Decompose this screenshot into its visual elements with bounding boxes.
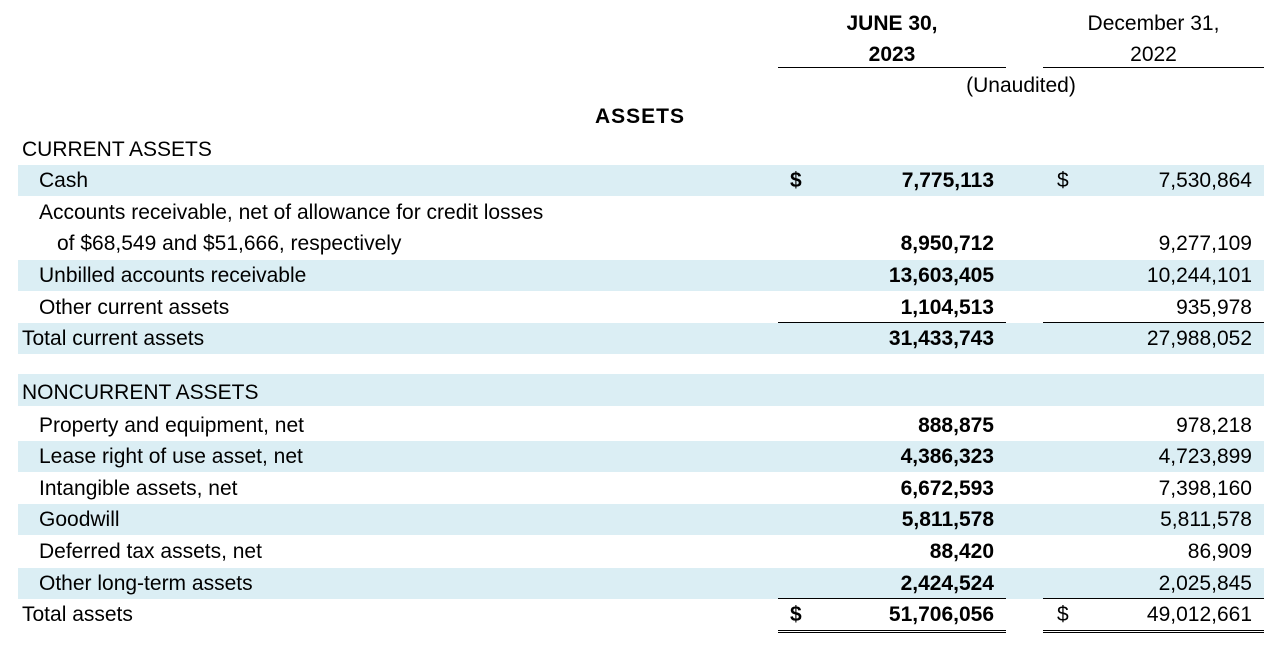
value-2023: 4,386,323: [900, 445, 994, 468]
dollar-sign: $: [790, 603, 802, 626]
table-row-ar: [18, 228, 1264, 259]
value-2022: 10,244,101: [1146, 264, 1252, 287]
noncurrent-assets-heading: NONCURRENT ASSETS: [22, 381, 259, 404]
row-label: Other long-term assets: [39, 572, 253, 595]
table-row-other-current: [18, 292, 1264, 323]
value-2022: 7,398,160: [1158, 477, 1252, 500]
header-june-2023: [778, 8, 1006, 70]
dollar-sign: $: [1057, 169, 1069, 192]
row-label: Intangible assets, net: [39, 477, 238, 500]
row-label: Other current assets: [39, 296, 230, 319]
table-row-intangible: [18, 473, 1264, 504]
value-2023: 1,104,513: [900, 296, 994, 319]
total-double-rule: [778, 630, 1006, 633]
total-double-rule: [1043, 630, 1264, 633]
row-label: Cash: [39, 169, 89, 192]
table-row-unbilled: [18, 260, 1264, 291]
row-label: Deferred tax assets, net: [39, 540, 262, 563]
header-col2-line2: 2022: [1130, 43, 1177, 66]
header-dec-2022: [1043, 8, 1264, 70]
row-label: Lease right of use asset, net: [39, 445, 303, 468]
table-row-deferred-tax: [18, 536, 1264, 567]
table-row-cash: [18, 165, 1264, 196]
value-2022: 9,277,109: [1158, 232, 1252, 255]
current-assets-heading-row: [18, 134, 1264, 165]
table-row-lease: [18, 441, 1264, 472]
value-2023: 888,875: [918, 414, 994, 437]
row-label: Total current assets: [22, 327, 205, 350]
value-2023: 51,706,056: [888, 603, 994, 626]
noncurrent-assets-heading-row: [18, 374, 1264, 406]
dollar-sign: $: [790, 169, 802, 192]
value-2022: 935,978: [1176, 296, 1252, 319]
table-row-goodwill: [18, 504, 1264, 535]
section-title: ASSETS: [594, 105, 686, 128]
table-row-ppe: [18, 410, 1264, 441]
table-row-total-assets: [18, 599, 1264, 630]
header-col1-line1: JUNE 30,: [846, 12, 938, 35]
value-2023: 8,950,712: [900, 232, 994, 255]
value-2022: 49,012,661: [1146, 603, 1252, 626]
value-2022: 27,988,052: [1146, 327, 1252, 350]
value-2022: 2,025,845: [1158, 572, 1252, 595]
value-2023: 13,603,405: [888, 264, 994, 287]
value-2022: 978,218: [1176, 414, 1252, 437]
value-2023: 31,433,743: [888, 327, 994, 350]
value-2023: 88,420: [929, 540, 994, 563]
value-2023: 2,424,524: [900, 572, 994, 595]
value-2023: 5,811,578: [901, 508, 994, 531]
current-assets-heading: CURRENT ASSETS: [22, 138, 212, 161]
dollar-sign: $: [1057, 603, 1069, 626]
value-2023: 7,775,113: [901, 169, 994, 192]
row-label: Unbilled accounts receivable: [39, 264, 307, 287]
value-2022: 4,723,899: [1158, 445, 1252, 468]
row-label: Goodwill: [39, 508, 120, 531]
header-col2-rule: [1043, 67, 1264, 68]
table-row-ar-line1: [18, 197, 1264, 228]
header-col1-rule: [778, 67, 1006, 68]
value-2022: 5,811,578: [1160, 508, 1252, 531]
value-2022: 7,530,864: [1158, 169, 1252, 192]
header-col2-line1: December 31,: [1087, 12, 1220, 35]
value-2022: 86,909: [1187, 540, 1252, 563]
table-row-other-long-term: [18, 568, 1264, 599]
row-label: Accounts receivable, net of allowance for credit losses: [39, 201, 544, 224]
unaudited-note: (Unaudited): [966, 74, 1076, 97]
value-2023: 6,672,593: [900, 477, 994, 500]
header-col1-line2: 2023: [868, 43, 916, 66]
table-row-total-current: [18, 323, 1264, 354]
row-label: Property and equipment, net: [39, 414, 305, 437]
row-label: Total assets: [22, 603, 133, 626]
row-label: of $68,549 and $51,666, respectively: [57, 232, 402, 255]
